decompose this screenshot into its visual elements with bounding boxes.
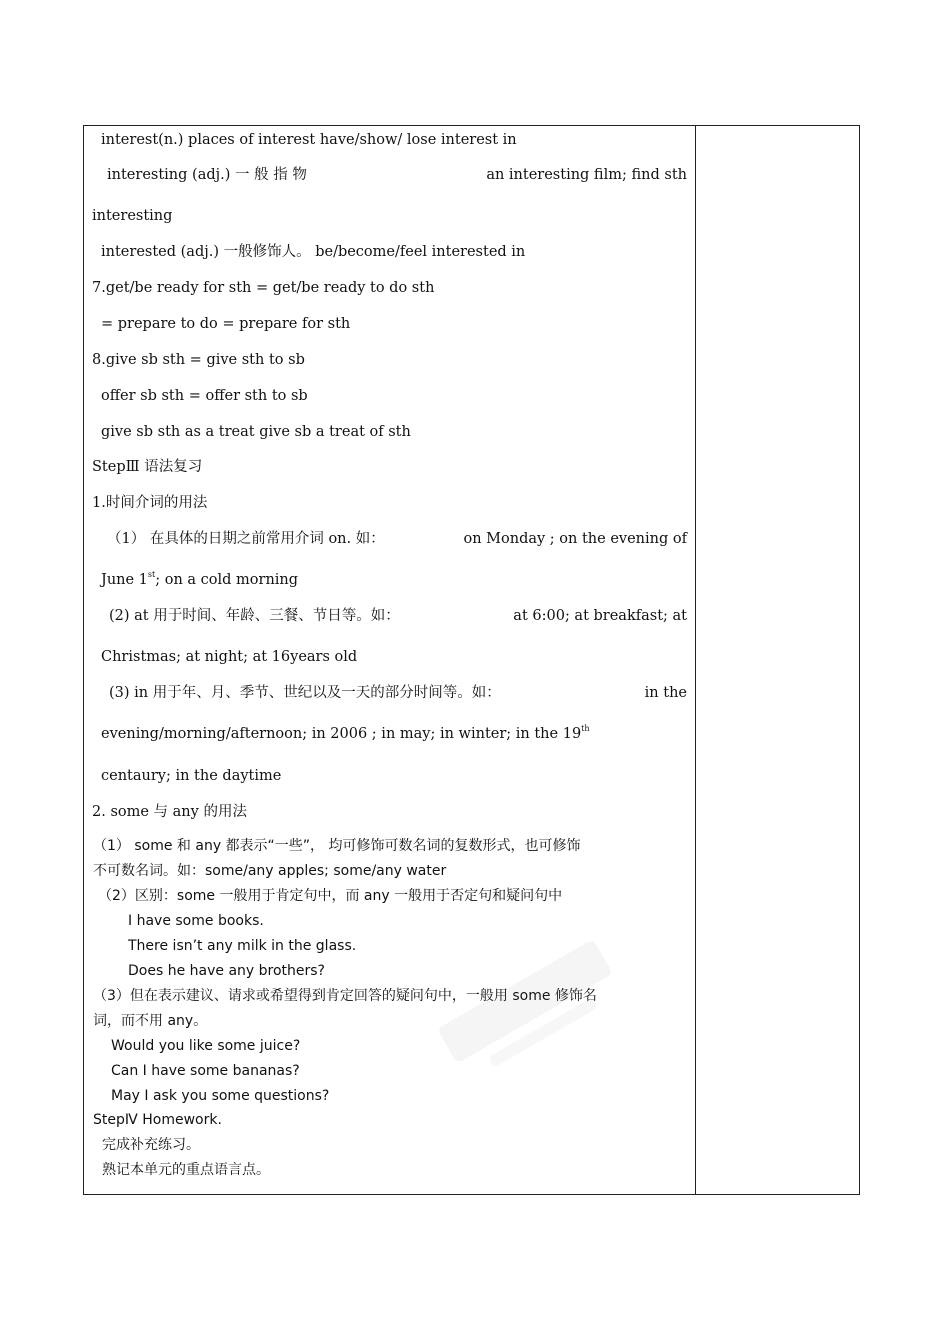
text-line: 熟记本单元的重点语言点。 (102, 1162, 270, 1178)
text-line (109, 607, 687, 625)
text-line: Christmas; at night; at 16years old (101, 649, 358, 665)
ordinal-superscript: th (581, 724, 590, 733)
example-sentence: Does he have any brothers? (128, 963, 325, 979)
example-sentence: May I ask you some questions? (111, 1088, 330, 1104)
text-line: interested (adj.) 一般修饰人。 be/become/feel interested in (101, 244, 526, 260)
text-line: interesting (92, 208, 173, 224)
text-segment: (2) at 用于时间、年龄、三餐、节日等。如： (109, 608, 400, 624)
text-segment: in the (644, 685, 687, 701)
subsection-heading: 1.时间介词的用法 (92, 495, 208, 511)
text-segment: on Monday ; on the evening of (463, 531, 687, 547)
text-line (107, 166, 687, 184)
text-segment: (3) in 用于年、月、季节、世纪以及一天的部分时间等。如： (109, 685, 501, 701)
section-heading: StepⅣ Homework. (93, 1112, 222, 1128)
text-segment: an interesting film; find sth (486, 167, 687, 183)
text-line: = prepare to do = prepare for sth (101, 316, 351, 332)
example-sentence: Would you like some juice? (111, 1038, 301, 1054)
text-line: give sb sth as a treat give sb a treat of sth (101, 424, 411, 440)
text-line: 不可数名词。如：some/any apples; some/any water (93, 863, 447, 879)
subsection-heading: 2. some 与 any 的用法 (92, 804, 247, 820)
text-line: centaury; in the daytime (101, 768, 282, 784)
text-line (101, 571, 298, 589)
text-line: 完成补充练习。 (102, 1137, 200, 1153)
example-sentence: There isn’t any milk in the glass. (128, 938, 357, 954)
text-segment: June 1 (101, 572, 148, 588)
text-segment: interesting (adj.) 一 般 指 物 (107, 167, 307, 183)
text-line: offer sb sth = offer sth to sb (101, 388, 308, 404)
text-line (109, 684, 687, 702)
text-segment: evening/morning/afternoon; in 2006 ; in may; in winter; in the 19 (101, 726, 582, 742)
ordinal-superscript: st (147, 570, 156, 579)
text-line: （1） some 和 any 都表示“一些”， 均可修饰可数名词的复数形式，也可修饰 (93, 838, 581, 854)
text-line: 8.give sb sth = give sth to sb (92, 352, 305, 368)
example-sentence: Can I have some bananas? (111, 1063, 300, 1079)
text-line: （3）但在表示建议、请求或希望得到肯定回答的疑问句中，一般用 some 修饰名 (93, 988, 597, 1004)
section-heading: StepⅢ 语法复习 (92, 459, 203, 475)
text-line: （2）区别：some 一般用于肯定句中，而 any 一般用于否定句和疑问句中 (98, 888, 563, 904)
text-line: interest(n.) places of interest have/show/ lose interest in (101, 132, 517, 148)
text-line: 7.get/be ready for sth = get/be ready to do sth (92, 280, 435, 296)
text-line: 词，而不用 any。 (93, 1013, 208, 1029)
example-sentence: I have some books. (128, 913, 264, 929)
column-divider (695, 126, 696, 1194)
text-segment: （1） 在具体的日期之前常用介词 on. 如： (107, 531, 385, 547)
text-segment: at 6:00; at breakfast; at (513, 608, 687, 624)
text-line (107, 530, 687, 548)
text-line (101, 725, 590, 743)
text-segment: ; on a cold morning (155, 572, 299, 588)
